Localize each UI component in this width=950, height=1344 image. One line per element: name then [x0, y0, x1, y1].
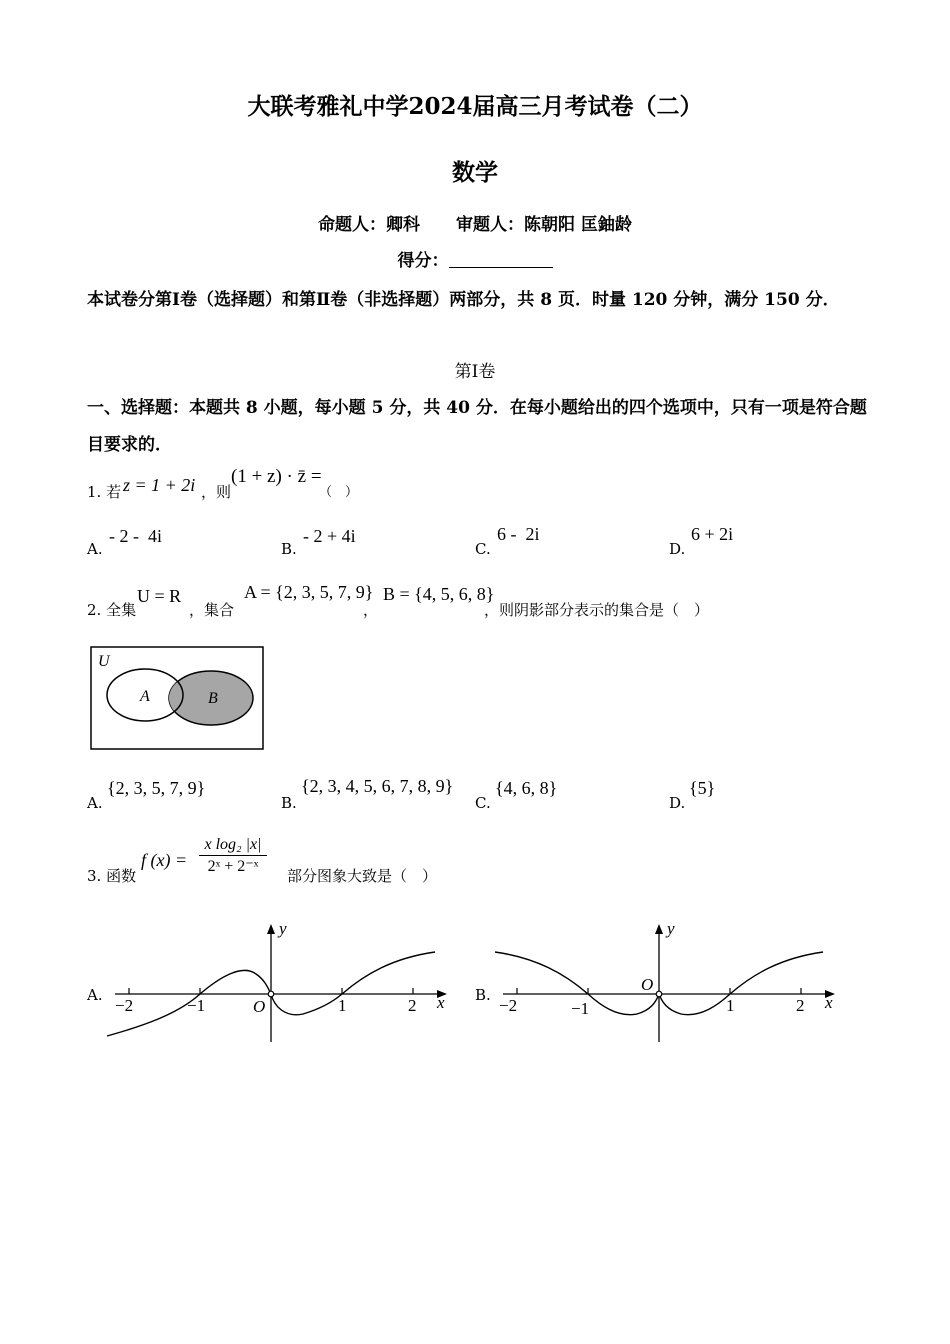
part-title: 第Ⅰ卷: [454, 362, 496, 382]
q2-comma: ，: [363, 601, 379, 619]
question-1: [87, 464, 887, 504]
graph-b-tick-neg2: −2: [499, 996, 518, 1015]
graph-a-origin-label: O: [253, 997, 266, 1016]
q3-numerator: x log₂ |x|: [199, 836, 267, 856]
graph-b-y-arrow: [655, 924, 663, 934]
q2-tail: ，则阴影部分表示的集合是（ ）: [484, 601, 710, 619]
q3-option-a[interactable]: A. y x O −2 −1 1 2: [87, 914, 457, 1048]
graph-a-origin-hole: [268, 991, 274, 997]
q2-b-expr: B = {4, 5, 6, 8}: [383, 584, 495, 604]
q3-number: 3. 函数: [87, 867, 137, 885]
section-heading: 一、选择题：本题共 8 小题，每小题 5 分，共 40 分．在每小题给出的四个选项中，只有一项是符合题目要求的．: [87, 398, 867, 455]
q1-then: ，则: [201, 483, 232, 501]
q3-f-lhs: f (x) =: [141, 850, 188, 870]
graph-b-origin-label: O: [641, 975, 654, 994]
venn-diagram: [88, 644, 268, 752]
venn-a-label: A: [140, 688, 150, 705]
q3-fraction: [199, 836, 267, 876]
author-line: [0, 210, 950, 235]
graph-a-y-arrow: [267, 924, 275, 934]
q3-tail: 部分图象大致是（ ）: [287, 867, 438, 885]
q2-number: 2. 全集: [87, 601, 137, 619]
graph-a-y-label: y: [279, 919, 287, 938]
q2-options: A. {2, 3, 5, 7, 9} B. {2, 3, 4, 5, 6, 7, 8, 9} C. {4, 6, 8} D. {5}: [87, 776, 716, 812]
score-blank[interactable]: [449, 249, 553, 268]
graph-b-y-label: y: [667, 919, 675, 938]
subject-title: 数学: [452, 159, 498, 186]
exam-title: 大联考雅礼中学2024届高三月考试卷（二）: [247, 93, 703, 120]
q2-set-word: ，集合: [189, 601, 235, 619]
graph-a: [103, 914, 453, 1048]
graph-a-tick-2: 2: [408, 996, 417, 1015]
graph-b-origin-hole: [656, 991, 662, 997]
graph-b: [491, 914, 841, 1048]
q1-z-expr: z = 1 + 2i: [123, 475, 196, 495]
graph-a-tick-1: 1: [338, 996, 347, 1015]
q1-options: A. - 2 - 4i B. - 2 + 4i C. 6 - 2i D. 6 + 2i: [87, 524, 734, 558]
q1-paren: （ ）: [319, 485, 359, 500]
question-3: [87, 834, 887, 894]
graph-b-tick-1: 1: [726, 996, 735, 1015]
graph-b-tick-2: 2: [796, 996, 805, 1015]
score-label: 得分：: [397, 251, 449, 271]
q3-denominator: 2ˣ + 2⁻ˣ: [207, 858, 259, 875]
graph-a-x-label: x: [437, 993, 445, 1012]
venn-u-label: U: [98, 653, 110, 670]
venn-b-label: B: [208, 690, 218, 707]
q3-option-b[interactable]: B. y x O −2 −1 1 2: [475, 914, 845, 1048]
graph-b-x-label: x: [825, 993, 833, 1012]
question-2: [87, 582, 887, 622]
exam-intro: 本试卷分第Ⅰ卷（选择题）和第Ⅱ卷（非选择题）两部分，共 8 页．时量 120 分钟，满分 150 分．: [87, 290, 840, 310]
q1-expression: (1 + z) · z̄ =: [231, 466, 322, 487]
score-line: [0, 246, 950, 271]
graph-a-tick-neg2: −2: [115, 996, 134, 1015]
q1-number: 1. 若: [87, 483, 122, 501]
graph-b-tick-neg1: −1: [571, 999, 590, 1018]
q2-u-expr: U = R: [137, 586, 182, 606]
reviewer-label: 审题人：陈朝阳 匡鈾龄: [456, 215, 632, 235]
author-label: 命题人：卿科: [318, 215, 421, 235]
q2-a-expr: A = {2, 3, 5, 7, 9}: [244, 582, 374, 602]
graph-a-tick-neg1: −1: [187, 996, 206, 1015]
